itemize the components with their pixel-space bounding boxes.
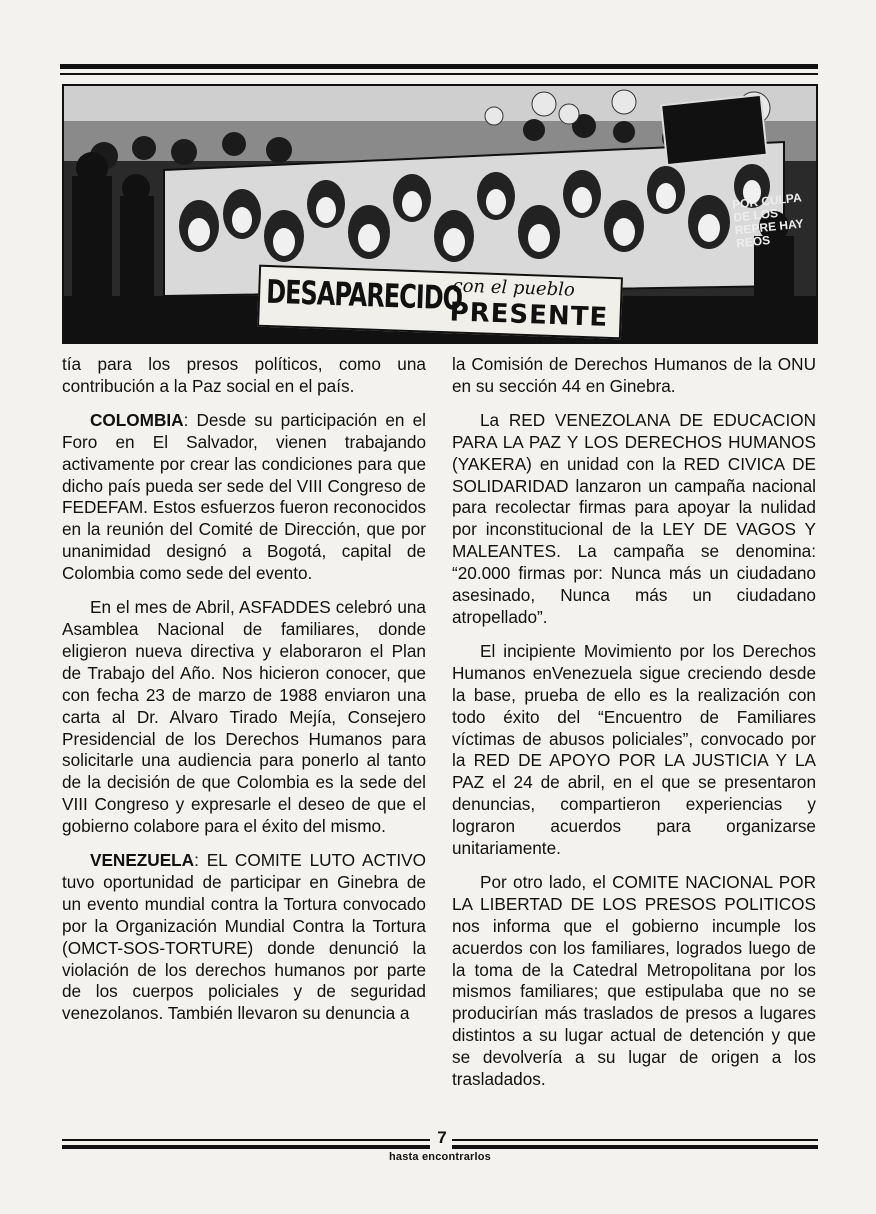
bottom-rule-left-thin (62, 1139, 430, 1141)
page-number: 7 (437, 1128, 447, 1147)
venezuela-text: : EL COMITE LUTO ACTIVO tuvo oportunidad de participar en Ginebra de un evento mundial contra la Tortura convocado por la Organización Mundial Contra la Tortura (OMCT-SOS-TORTURE) donde denunció la violación de los derechos humanos por parte de los cuerpos policiales y de seguridad venezolanos. También llevaron su denuncia a (62, 850, 426, 1024)
left-column (62, 354, 426, 1037)
colombia-text: : Desde su participación en el Foro en El Salvador, vienen trabajando activamente por crear las condiciones para que dicho país pueda ser sede del VIII Congreso de FEDEFAM. Estos esfuerzos fueron reconocidos en la reunión del Comité de Dirección, que por unanimidad designó a Bogotá, capital de Colombia como sede del evento. (62, 409, 426, 584)
publication-footer: hasta encontrarlos (388, 1151, 492, 1163)
venezuela-heading: VENEZUELA (90, 850, 195, 871)
bottom-rule-right-thick (452, 1145, 818, 1149)
yakera-paragraph: La RED VENEZOLANA DE EDUCACION PARA LA PAZ Y LOS DERECHOS HUMANOS (YAKERA) en unidad con la RED CIVICA DE SOLIDARIDAD lanzaron un campaña nacional para recolectar firmas para apoyar la nulidad por inconstitucional de la LEY DE VAGOS Y MALEANTES. La campaña se denomina: “20.000 firmas por: Nunca más un ciudadano asesinado, Nunca más un ciudadano atropellado”. (452, 409, 816, 627)
top-rule-thin (60, 73, 818, 75)
left-paragraph-1: tía para los presos políticos, como una contribución a la Paz social en el país. (62, 354, 426, 396)
colombia-paragraph (62, 410, 426, 585)
top-rule-thick (60, 64, 818, 69)
colombia-heading: COLOMBIA (90, 409, 184, 430)
banner-slogan (257, 265, 623, 340)
right-column (452, 354, 816, 1103)
banner-word-desaparecido: DESAPARECIDO (265, 272, 463, 318)
presos-politicos-paragraph: Por otro lado, el COMITE NACIONAL POR LA LIBERTAD DE LOS PRESOS POLITICOS nos informa que el gobierno incumple los acuerdos con los familiares, logrados luego de la toma de la Catedral Metropolitana por los mismos familiares; que estipulaba que no se producirían más traslados de presos a lugares distintos a su lugar actual de detención y que se devolvería a su lugar de origen a los trasladados. (452, 871, 816, 1090)
right-paragraph-1: la Comisión de Derechos Humanos de la ONU en su sección 44 en Ginebra. (452, 354, 816, 396)
banner-word-presente: PRESENTE (449, 297, 609, 333)
movimiento-paragraph: El incipiente Movimiento por los Derechos Humanos enVenezuela sigue creciendo desde la base, prueba de ello es la realización con todo éxito del “Encuentro de Familiares víctimas de abusos policiales”, convocado por la RED DE APOYO POR LA JUSTICIA Y LA PAZ el 24 de abril, en el que se presentaron denuncias, compartieron experiencias y lograron acuerdos para organizarse unitariamente. (452, 640, 816, 859)
protest-sign-text: POR CULPA DE LOS REPRE HAY REOS (731, 190, 804, 251)
banner-word-con-el-pueblo: con el pueblo (452, 275, 576, 301)
bottom-rule-right-thin (452, 1139, 818, 1141)
bottom-rule-left-thick (62, 1145, 430, 1149)
venezuela-paragraph (62, 850, 426, 1025)
asfaddes-paragraph: En el mes de Abril, ASFADDES celebró una Asamblea Nacional de familiares, donde eligieron nueva directiva y elaboraron el Plan de Trabajo del Año. Nos hicieron conocer, que con fecha 23 de marzo de 1988 enviaron una carta al Dr. Alvaro Tirado Mejía, Consejero Presidencial de los Derechos Humanos para solicitarle una audiencia para ponerlo al tanto de la decisión de que Colombia es la sede del VIII Congreso y expresarle el deseo de que el gobierno colabore para el éxito del mismo. (62, 597, 426, 837)
